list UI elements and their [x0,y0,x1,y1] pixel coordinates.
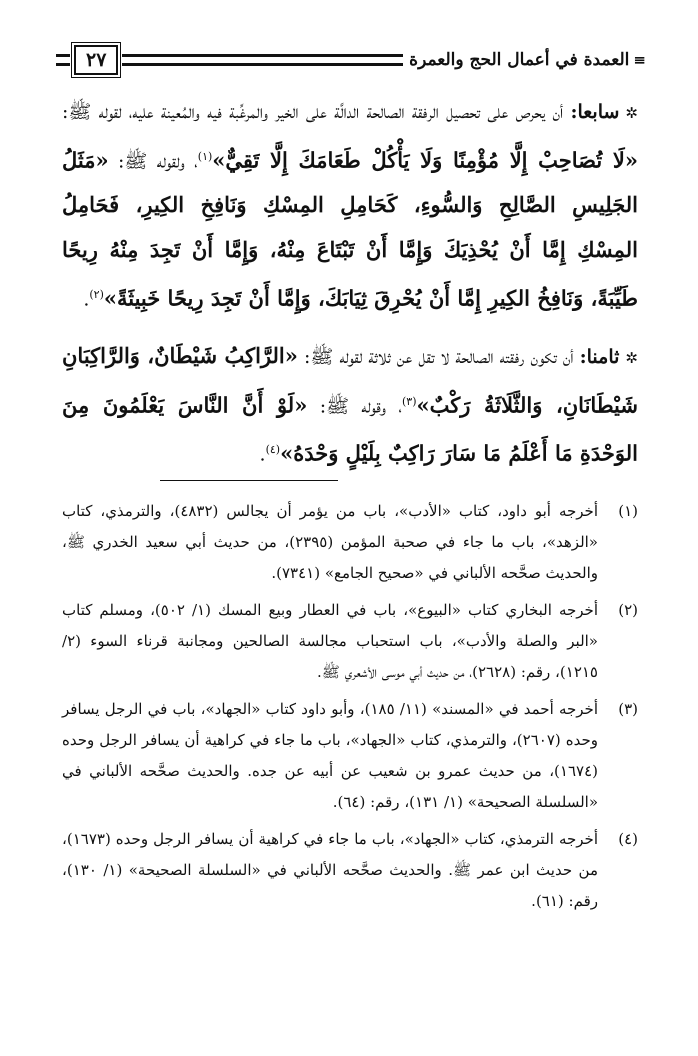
footnote [62,694,638,818]
main-text [62,90,638,476]
paragraph-seventh [62,90,638,322]
book-title: العمدة في أعمال الحج والعمرة [409,50,630,70]
footnote-text: أخرجه الترمذي، كتاب «الجهاد»، باب ما جاء في كراهية أن يسافر الرجل وحده (١٦٧٣)، من حديث ابن عمر ﷺ. والحديث صحَّحه الألباني في «السلسلة الصحيحة» (١/ ١٣٠)، رقم: (٦١). [62,830,598,910]
footnote-ref: (١) [197,150,213,163]
paragraph-text: أن يحرص على تحصيل الرفقة الصالحة الدالَّة على الخير والمرغِّبة فيه والمُعينة عليه، لقوله ﷺ: [62,101,564,123]
footnote-number: (١) [618,502,638,520]
footnote-number: (٣) [618,700,638,718]
footnote-text: أخرجه أحمد في «المسند» (١١/ ١٨٥)، وأبو داود كتاب «الجهاد»، باب في الرجل يسافر وحده (٢٦٠٧)، والترمذي، كتاب «الجهاد»، باب ما جاء في كراهية أن يسافر الرجل وحده (١٦٧٤)، من حديث عمرو بن شعيب عن أبيه عن جده. والحديث صحَّحه الألباني في «السلسلة الصحيحة» (١/ ١٣١)، رقم: (٦٤). [62,700,598,811]
star-bullet: ✲ [625,104,638,122]
footnote-ref: (٣) [401,394,417,408]
paragraph-text: ، ولقوله ﷺ: [118,150,198,173]
footnote [62,824,638,917]
paragraph-eighth [62,334,638,477]
footnote-number: (٤) [618,830,638,848]
page-number: ٢٧ [74,45,118,75]
footnote-ref: (٢) [89,288,104,302]
paragraph-end: . [259,443,266,466]
star-bullet: ✲ [625,348,638,367]
footnote-ref: (٤) [265,442,281,456]
paragraph-text: أن تكون رفقته الصالحة لا تقل عن ثلاثة لقوله ﷺ: [303,345,574,368]
hadith-quote: «لَوْ أَنَّ النَّاسَ يَعْلَمُونَ مِنَ الوَحْدَةِ مَا أَعْلَمُ مَا سَارَ رَاكِبٌ بِلَيْلٍ وَحْدَهُ» [62,391,638,466]
header-rule [122,54,403,66]
footnote-text: أخرجه أبو داود، كتاب «الأدب»، باب من يؤمر أن يجالس (٤٨٣٢)، والترمذي، كتاب «الزهد»، باب ما جاء في صحبة المؤمن (٢٣٩٥)، من حديث أبي سعيد الخدري ﷺ، والحديث صحَّحه الألباني في «صحيح الجامع» (٧٣٤١). [62,502,598,582]
header-mark: ≡ [633,51,646,69]
header-rule-end [56,54,70,66]
footnote-text: أخرجه البخاري كتاب «البيوع»، باب في العطار وبيع المسك (١/ ٥٠٢)، ومسلم كتاب «البر والصلة والأدب»، باب استحباب مجالسة الصالحين ومجانبة قرناء السوء (٢/ ١٢١٥)، رقم: (٢٦٢٨)، من حديث أبي موسى الأشعري ﷺ. [62,601,598,681]
footnote-number: (٢) [618,601,638,619]
hadith-quote: «لَا تُصَاحِبْ إِلَّا مُؤْمِنًا وَلَا يَأْكُلْ طَعَامَكَ إِلَّا تَقِيٌّ» [212,147,638,173]
page-header [56,44,646,76]
footnote-separator [160,480,338,481]
footnote [62,496,638,589]
paragraph-end: . [83,288,90,311]
footnote [62,595,638,688]
paragraph-text: ، وقوله ﷺ: [319,394,402,417]
hadith-quote: «الرَّاكِبُ شَيْطَانٌ، وَالرَّاكِبَانِ شَيْطَانَانِ، وَالثَّلَاثَةُ رَكْبٌ» [62,342,638,417]
paragraph-lead: ثامنا: [579,345,620,368]
footnotes [62,496,638,923]
hadith-quote: «مَثَلُ الجَلِيسِ الصَّالِحِ وَالسُّوءِ، كَحَامِلِ المِسْكِ وَنَافِخِ الكِيرِ، فَحَامِلُ المِسْكِ إِمَّا أَنْ يُحْذِيَكَ وَإِمَّا أَنْ تَبْتَاعَ مِنْهُ، وَإِمَّا أَنْ تَجِدَ مِنْهُ رِيحًا طَيِّبَةً، وَنَافِخُ الكِيرِ إِمَّا أَنْ يُحْرِقَ ثِيَابَكَ، وَإِمَّا أَنْ تَجِدَ رِيحًا خَبِيثَةً» [62,147,638,311]
paragraph-lead: سابعا: [570,101,620,123]
